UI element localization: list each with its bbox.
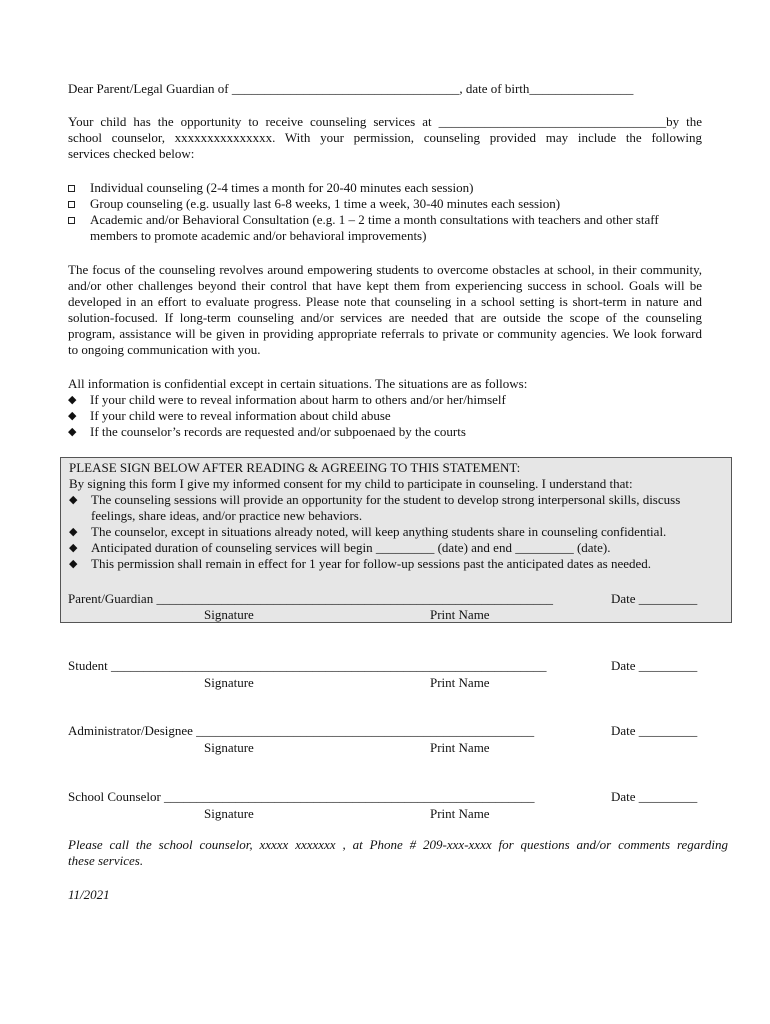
- signature-caption: Signature: [204, 806, 254, 821]
- consent-heading: PLEASE SIGN BELOW AFTER READING & AGREEING TO THIS STATEMENT:: [69, 460, 521, 475]
- diamond-bullet-icon: ◆: [69, 558, 78, 570]
- print-name-caption: Print Name: [430, 675, 490, 690]
- administrator-signature-line[interactable]: Administrator/Designee ____________________________________________________: [68, 723, 535, 738]
- student-date-field[interactable]: Date _________: [611, 658, 698, 673]
- diamond-bullet-icon: ◆: [68, 394, 77, 406]
- parent-signature-line[interactable]: Parent/Guardian _____________________________________________________________: [68, 591, 553, 606]
- consent-text: The counselor, except in situations already noted, will keep anything students share in counseling confidential.: [91, 524, 667, 539]
- confidentiality-item: [68, 392, 708, 408]
- confidentiality-text: If the counselor’s records are requested and/or subpoenaed by the courts: [90, 424, 466, 439]
- consent-text: This permission shall remain in effect for 1 year for follow-up sessions past the anticipated dates as needed.: [91, 556, 652, 571]
- counselor-signature-row: [68, 789, 718, 807]
- signature-caption: Signature: [204, 740, 254, 755]
- confidentiality-intro: All information is confidential except in certain situations. The situations are as follows:: [68, 376, 528, 391]
- administrator-signature-row: [68, 723, 718, 741]
- parent-date-field[interactable]: Date _________: [611, 591, 698, 606]
- student-signature-line[interactable]: Student ___________________________________________________________________: [68, 658, 547, 673]
- signature-caption: Signature: [204, 607, 254, 622]
- consent-intro: By signing this form I give my informed consent for my child to participate in counseling. I understand that:: [69, 476, 633, 491]
- services-checklist: [68, 180, 708, 244]
- administrator-date-field[interactable]: Date _________: [611, 723, 698, 738]
- contact-note-line: Please call the school counselor, xxxxx xxxxxxx , at Phone # 209-xxx-xxxx for questions and/or comments regarding: [68, 837, 728, 852]
- intro-line: school counselor, xxxxxxxxxxxxxxx. With your permission, counseling provided may include the following: [68, 130, 702, 145]
- service-label: Individual counseling (2-4 times a month for 20-40 minutes each session): [90, 180, 474, 195]
- counselor-signature-line[interactable]: School Counselor _________________________________________________________: [68, 789, 535, 804]
- contact-note-line: these services.: [68, 853, 144, 868]
- service-item: [68, 196, 708, 212]
- consent-text-continued: feelings, share ideas, and/or practice new behaviors.: [91, 508, 363, 523]
- consent-item: [69, 556, 721, 572]
- focus-line: to ongoing communication with you.: [68, 342, 261, 357]
- consent-box-content: [69, 460, 721, 572]
- intro-line: services checked below:: [68, 146, 195, 161]
- print-name-caption: Print Name: [430, 806, 490, 821]
- diamond-bullet-icon: ◆: [68, 410, 77, 422]
- confidentiality-text: If your child were to reveal information about child abuse: [90, 408, 391, 423]
- parent-signature-row: [68, 591, 718, 609]
- service-label: Academic and/or Behavioral Consultation (e.g. 1 – 2 time a month consultations with teachers and other staff: [90, 212, 659, 227]
- diamond-bullet-icon: ◆: [69, 542, 78, 554]
- diamond-bullet-icon: ◆: [68, 426, 77, 438]
- student-signature-row: [68, 658, 718, 676]
- print-name-caption: Print Name: [430, 740, 490, 755]
- service-item: [68, 180, 708, 196]
- confidentiality-text: If your child were to reveal information about harm to others and/or her/himself: [90, 392, 506, 407]
- checkbox-icon[interactable]: [68, 196, 86, 212]
- focus-paragraph: [68, 262, 702, 358]
- service-label: Group counseling (e.g. usually last 6-8 weeks, 1 time a week, 30-40 minutes each session): [90, 196, 561, 211]
- focus-line: developed in an effort to evaluate progress. Please note that counseling in a school setting is short-term in nature and: [68, 294, 702, 309]
- consent-item: [69, 524, 721, 540]
- salutation: Dear Parent/Legal Guardian of ___________________________________, date of birth________________: [68, 81, 634, 96]
- intro-line: Your child has the opportunity to receive counseling services at ___________________________________by the: [68, 114, 702, 129]
- intro-paragraph: [68, 114, 702, 162]
- checkbox-icon[interactable]: [68, 212, 86, 228]
- service-label-continued: members to promote academic and/or behavioral improvements): [90, 228, 427, 243]
- signature-caption: Signature: [204, 675, 254, 690]
- consent-item: [69, 492, 721, 524]
- focus-line: solution-focused. If long-term counseling and/or services are needed that are outside the scope of the counseling: [68, 310, 702, 325]
- focus-line: and/or other challenges beyond their control that have kept them from experiencing success in school. Goals will be: [68, 278, 702, 293]
- confidentiality-item: [68, 408, 708, 424]
- confidentiality-item: [68, 424, 708, 440]
- service-item: [68, 212, 708, 244]
- consent-text: The counseling sessions will provide an opportunity for the student to develop strong interpersonal skills, discuss: [91, 492, 681, 507]
- checkbox-icon[interactable]: [68, 180, 86, 196]
- consent-item: [69, 540, 721, 556]
- diamond-bullet-icon: ◆: [69, 494, 78, 506]
- diamond-bullet-icon: ◆: [69, 526, 78, 538]
- focus-line: The focus of the counseling revolves around empowering students to overcome obstacles at school, in their community,: [68, 262, 702, 277]
- print-name-caption: Print Name: [430, 607, 490, 622]
- counselor-date-field[interactable]: Date _________: [611, 789, 698, 804]
- revision-date: 11/2021: [68, 887, 110, 902]
- consent-text: Anticipated duration of counseling services will begin _________ (date) and end _________ (date).: [91, 540, 611, 555]
- confidentiality-section: [68, 376, 708, 440]
- contact-note: [68, 837, 728, 869]
- focus-line: program, assistance will be given in providing appropriate referrals to private or community agencies. We look forward: [68, 326, 702, 341]
